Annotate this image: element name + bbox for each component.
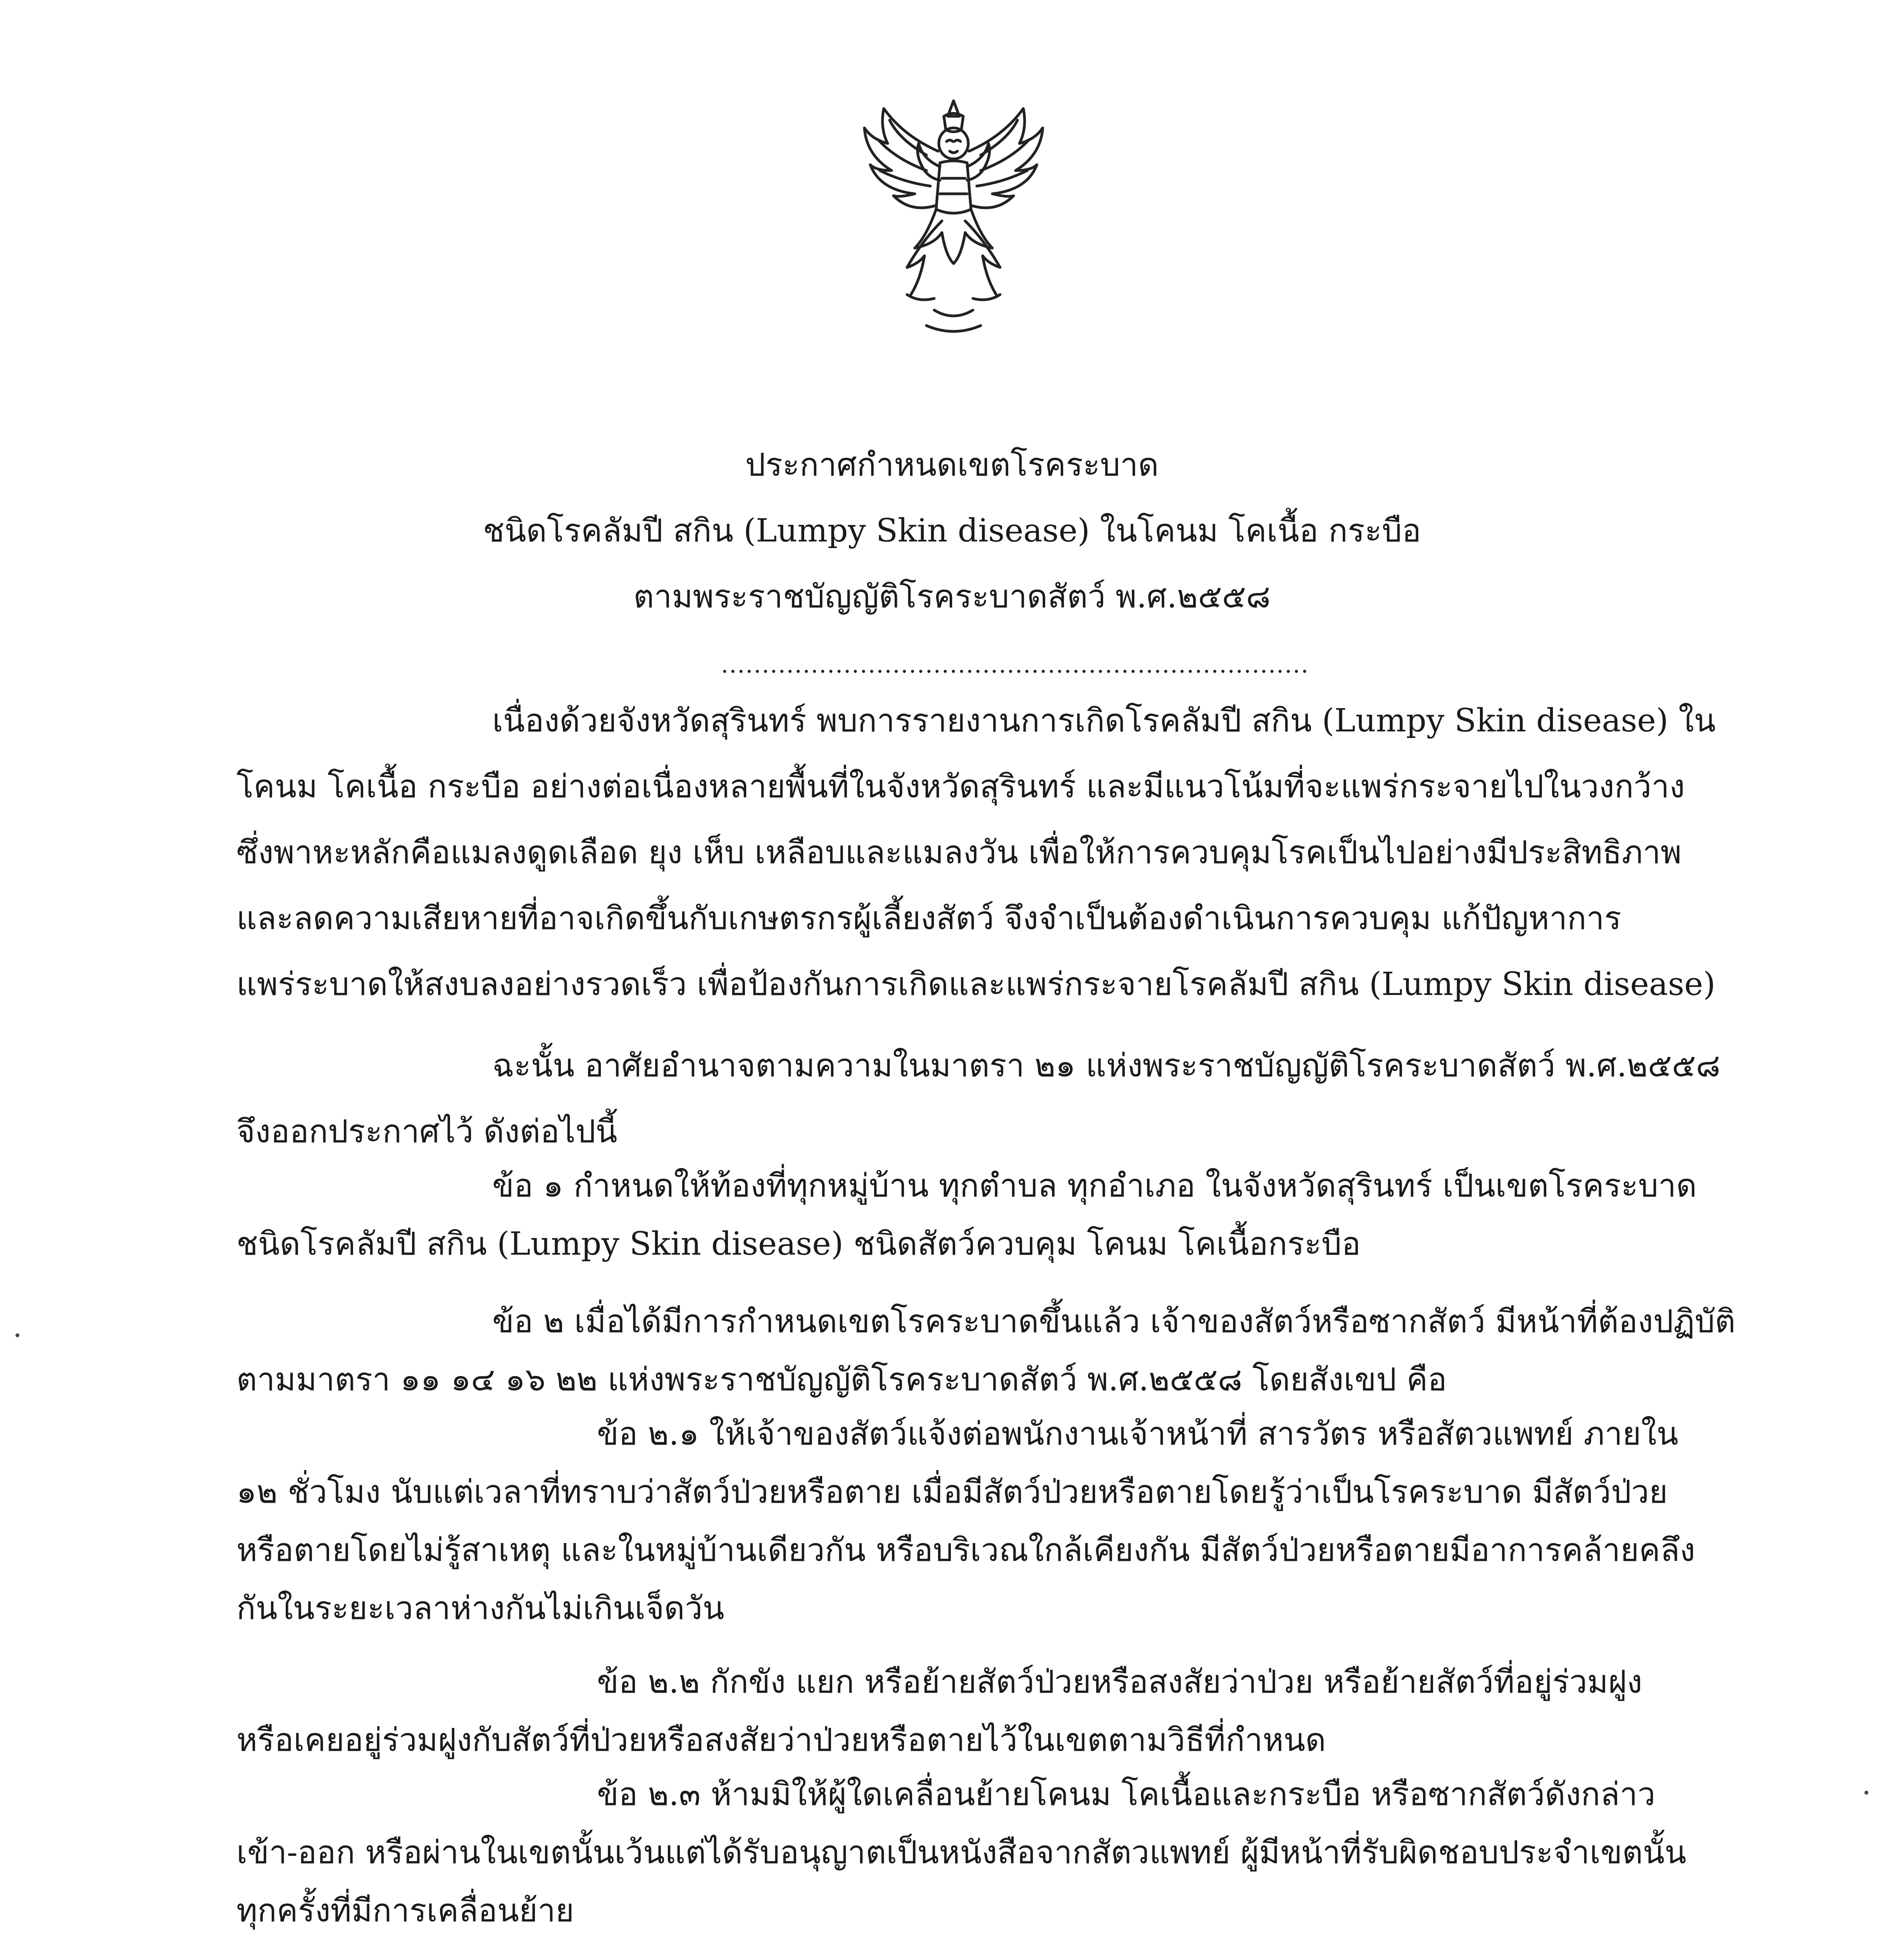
para1-line-5: แพร่ระบาดให้สงบลงอย่างรวดเร็ว เพื่อป้องกันการเกิดและแพร่กระจายโรคลัมปี สกิน (Lumpy Skin disease) xyxy=(236,966,1716,1003)
para1-line-3: ซึ่งพาหะหลักคือแมลงดูดเลือด ยุง เห็บ เหลือบและแมลงวัน เพื่อให้การควบคุมโรคเป็นไปอย่างมีประสิทธิภาพ xyxy=(236,834,1682,871)
scan-speck xyxy=(1864,1791,1868,1795)
garuda-emblem-icon xyxy=(857,93,1050,341)
title-line-3: ตามพระราชบัญญัติโรคระบาดสัตว์ พ.ศ.๒๕๕๘ xyxy=(633,578,1271,615)
title-line-2: ชนิดโรคลัมปี สกิน (Lumpy Skin disease) ในโคนม โคเนื้อ กระบือ xyxy=(483,512,1421,549)
clause22-line-1: ข้อ ๒.๒ กักขัง แยก หรือย้ายสัตว์ป่วยหรือสงสัยว่าป่วย หรือย้ายสัตว์ที่อยู่ร่วมฝูง xyxy=(597,1664,1642,1700)
clause1-line-1: ข้อ ๑ กำหนดให้ท้องที่ทุกหมู่บ้าน ทุกตำบล ทุกอำเภอ ในจังหวัดสุรินทร์ เป็นเขตโรคระบาด xyxy=(492,1167,1697,1204)
clause21-line-3: หรือตายโดยไม่รู้สาเหตุ และในหมู่บ้านเดียวกัน หรือบริเวณใกล้เคียงกัน มีสัตว์ป่วยหรือตายมีอาการคล้ายคลึง xyxy=(236,1532,1695,1569)
para2-line-1: ฉะนั้น อาศัยอำนาจตามความในมาตรา ๒๑ แห่งพระราชบัญญัติโรคระบาดสัตว์ พ.ศ.๒๕๕๘ xyxy=(492,1047,1721,1084)
para1-line-4: และลดความเสียหายที่อาจเกิดขึ้นกับเกษตรกรผู้เลี้ยงสัตว์ จึงจำเป็นต้องดำเนินการควบคุม แก้ปัญหาการ xyxy=(236,900,1621,937)
clause21-line-1: ข้อ ๒.๑ ให้เจ้าของสัตว์แจ้งต่อพนักงานเจ้าหน้าที่ สารวัตร หรือสัตวแพทย์ ภายใน xyxy=(597,1416,1678,1452)
scan-speck xyxy=(16,1333,19,1337)
clause1-line-2: ชนิดโรคลัมปี สกิน (Lumpy Skin disease) ชนิดสัตว์ควบคุม โคนม โคเนื้อกระบือ xyxy=(236,1226,1361,1262)
para1-line-2: โคนม โคเนื้อ กระบือ อย่างต่อเนื่องหลายพื้นที่ในจังหวัดสุรินทร์ และมีแนวโน้มที่จะแพร่กระจายไปในวงกว้าง xyxy=(236,768,1685,805)
clause2-line-1: ข้อ ๒ เมื่อได้มีการกำหนดเขตโรคระบาดขึ้นแล้ว เจ้าของสัตว์หรือซากสัตว์ มีหน้าที่ต้องปฏิบัติ xyxy=(492,1303,1736,1340)
clause23-line-1: ข้อ ๒.๓ ห้ามมิให้ผู้ใดเคลื่อนย้ายโคนม โคเนื้อและกระบือ หรือซากสัตว์ดังกล่าว xyxy=(597,1776,1656,1813)
clause23-line-2: เข้า-ออก หรือผ่านในเขตนั้นเว้นแต่ได้รับอนุญาตเป็นหนังสือจากสัตวแพทย์ ผู้มีหน้าที่รับผิดชอบประจำเขตนั้น xyxy=(236,1834,1687,1871)
para2-line-2: จึงออกประกาศไว้ ดังต่อไปนี้ xyxy=(236,1113,617,1150)
clause21-line-4: กันในระยะเวลาห่างกันไม่เกินเจ็ดวัน xyxy=(236,1590,724,1627)
title-line-1: ประกาศกำหนดเขตโรคระบาด xyxy=(745,447,1159,483)
para1-line-1: เนื่องด้วยจังหวัดสุรินทร์ พบการรายงานการเกิดโรคลัมปี สกิน (Lumpy Skin disease) ใน xyxy=(492,702,1716,739)
title-separator: ........................................................................ xyxy=(721,651,1309,678)
clause2-line-2: ตามมาตรา ๑๑ ๑๔ ๑๖ ๒๒ แห่งพระราชบัญญัติโรคระบาดสัตว์ พ.ศ.๒๕๕๘ โดยสังเขป คือ xyxy=(236,1361,1447,1398)
clause21-line-2: ๑๒ ชั่วโมง นับแต่เวลาที่ทราบว่าสัตว์ป่วยหรือตาย เมื่อมีสัตว์ป่วยหรือตายโดยรู้ว่าเป็นโรคระบาด มีสัตว์ป่วย xyxy=(236,1474,1668,1510)
clause23-line-3: ทุกครั้งที่มีการเคลื่อนย้าย xyxy=(236,1892,574,1929)
clause22-line-2: หรือเคยอยู่ร่วมฝูงกับสัตว์ที่ป่วยหรือสงสัยว่าป่วยหรือตายไว้ในเขตตามวิธีที่กำหนด xyxy=(236,1722,1326,1759)
